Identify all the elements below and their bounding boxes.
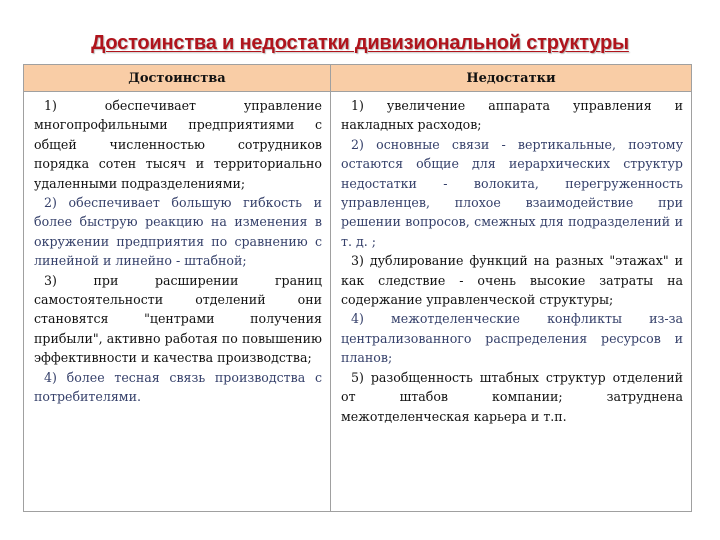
advantages-cell [24,92,331,512]
disadvantage-item-4: 4) межотделенческие конфликты из-за централизованного распределения ресурсов и планов; [341,311,683,366]
comparison-table [23,64,692,512]
advantage-item-2: 2) обеспечивает большую гибкость и более быструю реакцию на изменения в окружении предприятия по сравнению с линейной и линейно - штабной; [34,195,322,269]
advantage-item-4: 4) более тесная связь производства с потребителями. [34,369,322,405]
disadvantage-item-1: 1) увеличение аппарата управления и накладных расходов; [341,98,683,133]
disadvantages-cell [331,92,692,512]
table-header-row [24,65,692,92]
disadvantage-item-2: 2) основные связи - вертикальные, поэтому остаются общие для иерархических структур недостатки - волокита, перегруженность управленцев, плохое взаимодействие при решении вопросов, смежных для подразделений и т. д. ; [341,136,683,249]
slide-title: Достоинства и недостатки дивизиональной структуры [91,32,629,54]
disadvantages-header: Недостатки [331,65,692,92]
disadvantage-item-3: 3) дублирование функций на разных "этажах" и как следствие - очень высокие затраты на содержание управленческой структуры; [341,253,683,308]
advantage-item-3: 3) при расширении границ самостоятельности отделений они становятся "центрами получения прибыли", активно работая по повышению эффективности и качества производства; [34,272,322,366]
advantages-header: Достоинства [24,65,331,92]
table-body-row [24,92,692,512]
advantage-item-1: 1) обеспечивает управление многопрофильными предприятиями с общей численностью сотрудников порядка сотен тысяч и территориально удаленными подразделениями; [34,98,322,191]
disadvantage-item-5: 5) разобщенность штабных структур отделений от штабов компании; затруднена межотделенческая карьера и т.п. [341,369,683,424]
